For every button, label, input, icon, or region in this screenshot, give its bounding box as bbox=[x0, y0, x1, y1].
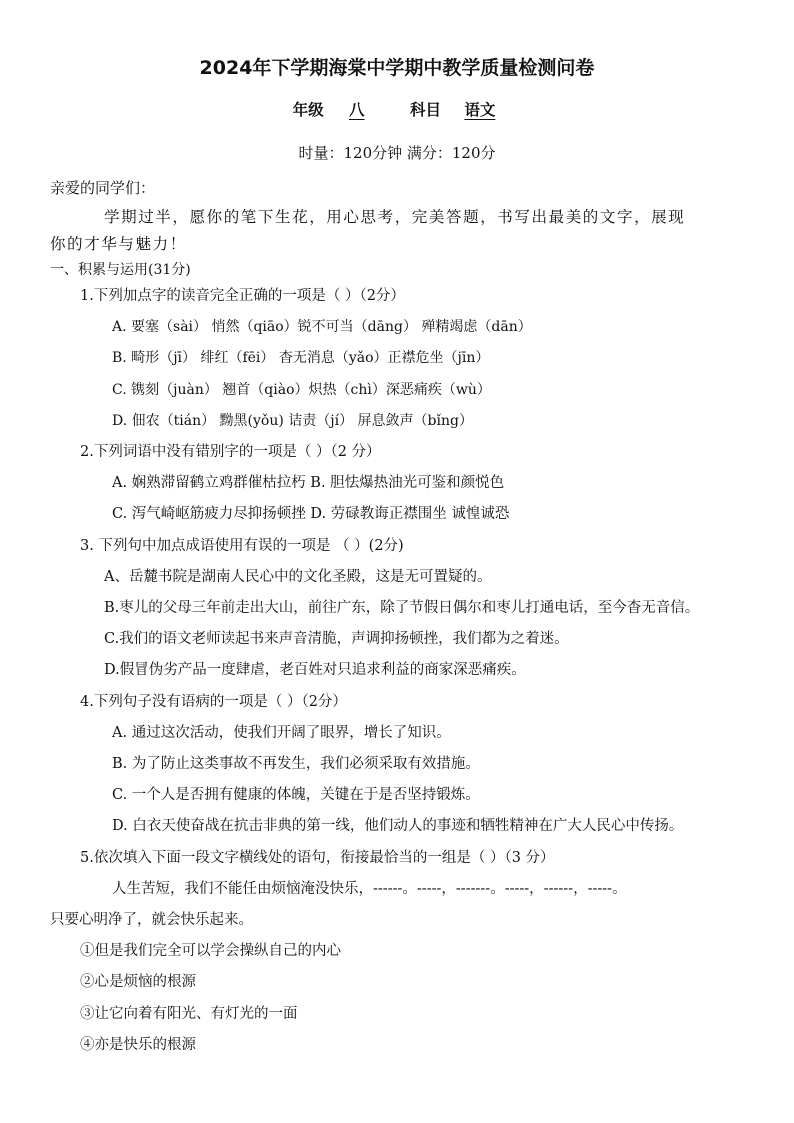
question-1-option-b: B. 畸形（jī） 绯红（fēi） 杳无消息（yǎo）正襟危坐（jīn） bbox=[112, 350, 490, 366]
question-5-choice-2: ②心是烦恼的根源 bbox=[80, 974, 196, 990]
question-3-option-c: C.我们的语文老师读起书来声音清脆，声调抑扬顿挫，我们都为之着迷。 bbox=[104, 631, 569, 647]
question-4-option-a: A. 通过这次活动，使我们开阔了眼界，增长了知识。 bbox=[112, 725, 451, 741]
exam-time-info: 时量：120分钟 满分：120分 bbox=[298, 144, 496, 162]
page-title: 2024年下学期海棠中学期中教学质量检测问卷 bbox=[199, 57, 595, 79]
intro-line-2: 你的才华与魅力！ bbox=[50, 235, 187, 253]
question-1-option-c: C. 镌刻（juàn） 翘首（qiào）炽热（chì）深恶痛疾（wù） bbox=[112, 382, 491, 398]
question-1-option-a: A. 要塞（sài） 悄然（qiāo）锐不可当（dāng） 殚精竭虑（dān） bbox=[112, 319, 532, 335]
question-4-option-c: C. 一个人是否拥有健康的体魄，关键在于是否坚持锻炼。 bbox=[112, 787, 480, 803]
question-3-option-b: B.枣儿的父母三年前走出大山，前往广东，除了节假日偶尔和枣儿打通电话，至今杳无音信。 bbox=[104, 600, 700, 616]
question-3-stem: 3. 下列句中加点成语使用有误的一项是 （ ）(2分) bbox=[80, 538, 404, 554]
grade-subject-line bbox=[0, 100, 794, 120]
question-2-options-cd: C. 泻气崎岖筋疲力尽抑扬顿挫 D. 劳碌教诲正襟围坐 诚惶诚恐 bbox=[112, 506, 510, 522]
subject-value: 语文 bbox=[464, 100, 496, 119]
question-2-options-ab: A. 娴熟滞留鹤立鸡群催枯拉朽 B. 胆怯爆热油光可鉴和颜悦色 bbox=[112, 475, 505, 491]
intro-line-1: 学期过半，愿你的笔下生花，用心思考，完美答题，书写出最美的文字，展现 bbox=[104, 208, 686, 226]
question-5-choice-3: ③让它向着有阳光、有灯光的一面 bbox=[80, 1006, 298, 1022]
question-5-choice-1: ①但是我们完全可以学会操纵自己的内心 bbox=[80, 943, 341, 959]
section-heading: 一、积累与运用(31分) bbox=[50, 262, 191, 278]
question-5-passage-line-2: 只要心明净了，就会快乐起来。 bbox=[50, 912, 253, 928]
question-4-option-b: B. 为了防止这类事故不再发生，我们必须采取有效措施。 bbox=[112, 756, 480, 772]
grade-label: 年级 bbox=[292, 100, 324, 119]
subject-label: 科目 bbox=[409, 100, 441, 119]
greeting: 亲爱的同学们： bbox=[50, 179, 156, 197]
question-5-stem: 5.依次填入下面一段文字横线处的语句，衔接最恰当的一组是（ ）（3 分） bbox=[80, 850, 555, 866]
question-2-stem: 2.下列词语中没有错别字的一项是（ ）（2 分） bbox=[80, 444, 381, 460]
question-1-option-d: D. 佃农（tián） 黝黑(yǒu) 诘责（jí） 屏息敛声（bǐng） bbox=[112, 413, 473, 429]
question-3-option-a: A、岳麓书院是湖南人民心中的文化圣殿，这是无可置疑的。 bbox=[104, 569, 492, 585]
grade-value: 八 bbox=[349, 100, 365, 119]
question-4-stem: 4.下列句子没有语病的一项是（ ）（2分） bbox=[80, 694, 347, 710]
question-1-stem: 1.下列加点字的读音完全正确的一项是（ ）（2分） bbox=[80, 288, 405, 304]
question-3-option-d: D.假冒伪劣产品一度肆虐，老百姓对只追求利益的商家深恶痛疾。 bbox=[104, 662, 526, 678]
question-5-choice-4: ④亦是快乐的根源 bbox=[80, 1037, 196, 1053]
question-4-option-d: D. 白衣天使奋战在抗击非典的第一线，他们动人的事迹和牺牲精神在广大人民心中传扬。 bbox=[112, 818, 684, 834]
question-5-passage-line-1: 人生苦短，我们不能任由烦恼淹没快乐，------。-----，-------。-----，------，-----。 bbox=[112, 881, 627, 897]
